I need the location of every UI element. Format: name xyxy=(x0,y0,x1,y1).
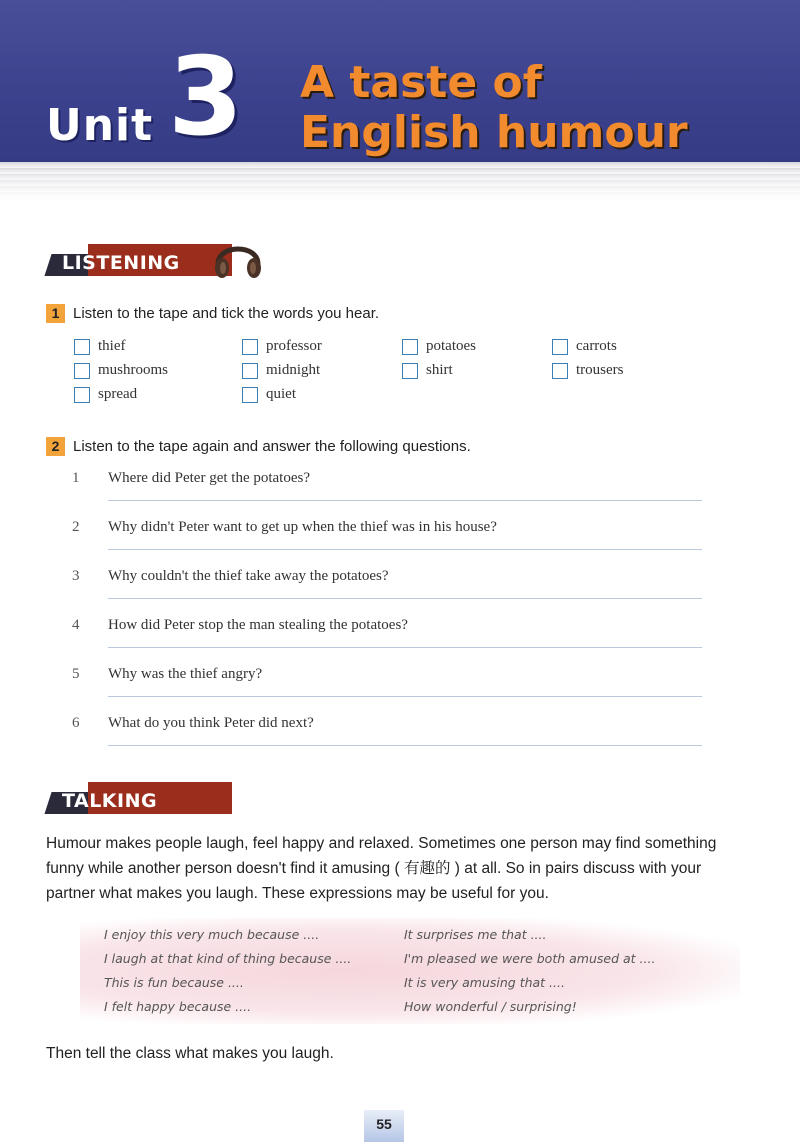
word-option[interactable]: professor xyxy=(242,338,322,355)
listening-label: LISTENING xyxy=(62,252,180,274)
question-text: Why didn't Peter want to get up when the thief was in his house? xyxy=(108,519,497,535)
closing-instruction: Then tell the class what makes you laugh. xyxy=(46,1045,334,1062)
question-item xyxy=(72,617,702,634)
expression-item: I enjoy this very much because .... xyxy=(104,927,320,942)
question-item xyxy=(72,715,702,732)
checkbox[interactable] xyxy=(552,339,568,355)
checkbox[interactable] xyxy=(74,363,90,379)
page-number: 55 xyxy=(364,1110,404,1142)
unit-word: Unit xyxy=(46,100,154,151)
question-number: 2 xyxy=(72,519,80,535)
word-option[interactable]: midnight xyxy=(242,362,320,379)
question-text: Where did Peter get the potatoes? xyxy=(108,470,311,486)
word-option[interactable]: carrots xyxy=(552,338,617,355)
question-item xyxy=(72,519,702,536)
q2-heading xyxy=(46,437,471,456)
word-option[interactable]: quiet xyxy=(242,386,296,403)
word-option[interactable]: trousers xyxy=(552,362,624,379)
unit-number: 3 xyxy=(168,35,244,160)
q2-number-badge: 2 xyxy=(46,437,65,456)
answer-line[interactable] xyxy=(108,745,702,746)
expression-item: It is very amusing that .... xyxy=(404,975,565,990)
checkbox[interactable] xyxy=(74,339,90,355)
word-option[interactable]: spread xyxy=(74,386,137,403)
unit-title-line2: English humour xyxy=(300,107,688,158)
checkbox[interactable] xyxy=(552,363,568,379)
talking-label: TALKING xyxy=(62,790,158,812)
answer-line[interactable] xyxy=(108,647,702,648)
word-option[interactable]: shirt xyxy=(402,362,453,379)
word-option[interactable]: potatoes xyxy=(402,338,476,355)
unit-title xyxy=(300,58,780,158)
question-text: How did Peter stop the man stealing the potatoes? xyxy=(108,617,408,633)
answer-line[interactable] xyxy=(108,500,702,501)
q1-number-badge: 1 xyxy=(46,304,65,323)
q1-heading xyxy=(46,304,379,323)
q1-instruction: Listen to the tape and tick the words you hear. xyxy=(73,305,380,322)
talking-section-tag xyxy=(48,782,188,814)
listening-section-tag xyxy=(48,244,188,276)
expression-item: I felt happy because .... xyxy=(104,999,252,1014)
answer-line[interactable] xyxy=(108,696,702,697)
answer-line[interactable] xyxy=(108,549,702,550)
checkbox[interactable] xyxy=(402,363,418,379)
word-option[interactable]: mushrooms xyxy=(74,362,168,379)
question-number: 6 xyxy=(72,715,80,731)
question-text: Why couldn't the thief take away the potatoes? xyxy=(108,568,389,584)
question-number: 4 xyxy=(72,617,80,633)
unit-title-line1: A taste of xyxy=(300,57,542,108)
expression-item: I'm pleased we were both amused at .... xyxy=(404,951,656,966)
question-item xyxy=(72,470,702,487)
checkbox[interactable] xyxy=(242,339,258,355)
expression-item: This is fun because .... xyxy=(104,975,244,990)
expression-item: How wonderful / surprising! xyxy=(404,999,577,1014)
checkbox[interactable] xyxy=(74,387,90,403)
word-option[interactable]: thief xyxy=(74,338,126,355)
answer-line[interactable] xyxy=(108,598,702,599)
q2-instruction: Listen to the tape again and answer the following questions. xyxy=(73,438,471,455)
checkbox[interactable] xyxy=(242,387,258,403)
banner-fade-overlay xyxy=(0,162,800,202)
question-text: What do you think Peter did next? xyxy=(108,715,314,731)
question-item xyxy=(72,568,702,585)
checkbox[interactable] xyxy=(242,363,258,379)
question-number: 5 xyxy=(72,666,80,682)
question-number: 3 xyxy=(72,568,80,584)
expression-item: I laugh at that kind of thing because .... xyxy=(104,951,352,966)
headphones-icon xyxy=(210,234,266,287)
question-text: Why was the thief angry? xyxy=(108,666,263,682)
checkbox[interactable] xyxy=(402,339,418,355)
expressions-box xyxy=(80,918,740,1024)
expression-item: It surprises me that .... xyxy=(404,927,547,942)
question-number: 1 xyxy=(72,470,80,486)
question-item xyxy=(72,666,702,683)
talking-paragraph: Humour makes people laugh, feel happy and relaxed. Sometimes one person may find something funny while another person doesn't find it amusing ( 有趣的 ) at all. So in pairs discuss with your partner what makes you laugh. These expressions may be useful for you. xyxy=(46,835,717,902)
